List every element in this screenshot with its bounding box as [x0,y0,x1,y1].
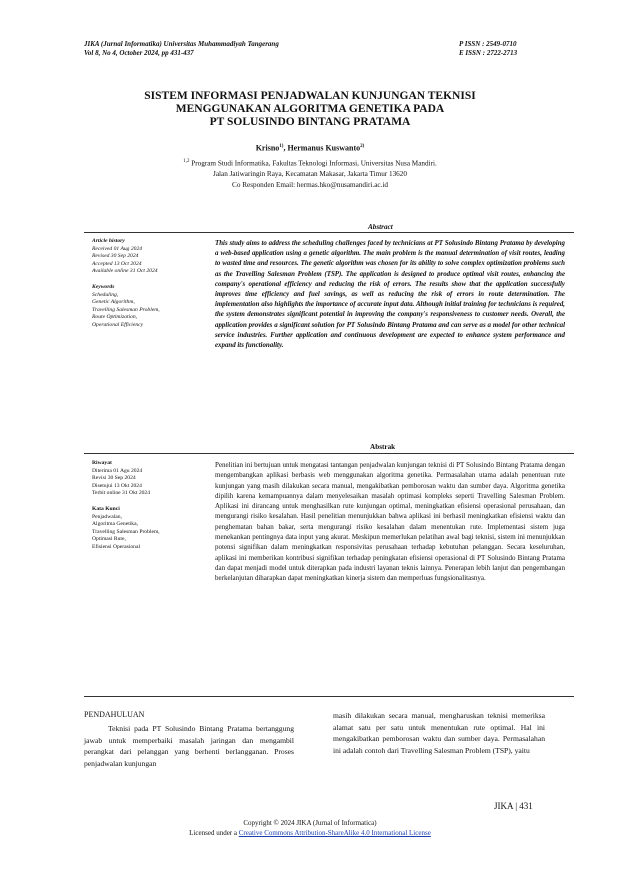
journal-name: JIKA (Jurnal Informatika) Universitas Muhammadiyah Tangerang [84,40,279,48]
title-line-1: SISTEM INFORMASI PENJADWALAN KUNJUNGAN TEKNISI [144,90,476,102]
author-name-1: Krisno [255,143,280,153]
print-issn: P ISSN : 2549-0710 [459,40,517,48]
copyright-text: Copyright © 2024 JIKA (Jurnal of Informatica) [243,819,377,827]
keyword-item: Genetic Algorithm, [92,299,135,306]
abstract-divider-bottom [84,696,574,697]
page-number-label: JIKA | 431 [494,801,533,811]
riwayat-item: Revisi 30 Sep 2024 [92,475,136,482]
author-sup-1: 1) [279,144,284,149]
article-info-id [92,460,208,552]
affiliation-sup: 1,2 [183,159,190,164]
electronic-issn: E ISSN : 2722-2713 [459,49,518,57]
history-item: Revised 30 Sep 2024 [92,253,139,260]
abstrak-heading: Abstrak [370,443,396,451]
journal-volume: Vol 8, No 4, October 2024, pp 431-437 [84,49,194,57]
footer-copyright [80,818,540,838]
keyword-item: Route Optimization, [92,314,138,321]
title-line-3: PT SOLUSINDO BINTANG PRATAMA [209,116,411,128]
journal-header-right [459,40,517,58]
kata-kunci-title: Kata Kunci [92,505,120,512]
author-list [80,142,540,154]
abstract-divider-top [84,232,574,233]
keyword-item: Travelling Salesman Problem, [92,306,160,313]
history-item: Received 01 Aug 2024 [92,245,143,252]
article-info-en [92,238,208,330]
history-item: Accepted 13 Oct 2024 [92,260,142,267]
affiliation-program: Program Studi Informatika, Fakultas Teknologi Informasi, Universitas Nusa Mandiri. [191,159,437,168]
keyword-item: Scheduling, [92,291,119,298]
keywords-title: Keywords [92,283,115,290]
paper-title [80,90,540,129]
kata-kunci-item: Algoritma Genetika, [92,521,138,528]
kata-kunci-item: Penjadwalan, [92,513,122,520]
corresponding-email: Co Responden Email: hermas.hko@nusamandiri.ac.id [232,181,388,190]
kata-kunci-item: Optimasi Rute, [92,536,126,543]
section-heading-pendahuluan: PENDAHULUAN [84,710,145,719]
article-history-title: Article history [92,238,125,244]
abstrak-indonesian-body: Penelitian ini bertujuan untuk mengatasi tantangan penjadwalan kunjungan teknisi di PT Solusindo Bintang Pratama dengan mengembangkan aplikasi berbasis web menggunakan algoritma genetika. Permasalahan utama adalah penentuan rute kunjungan yang masih dilakukan secara manual, mengakibatkan pemborosan waktu dan sumber daya. Algoritma genetika dipilih karena kemampuannya dalam menyelesaikan masalah optimasi kompleks seperti Travelling Salesman Problem. Aplikasi ini dirancang untuk menghasilkan rute kunjungan optimal, meningkatkan efisiensi operasional perusahaan, dan mengurangi risiko kesalahan. Hasil penelitian menunjukkan bahwa aplikasi ini berhasil meningkatkan efisiensi waktu dan penghematan bahan bakar, serta mengurangi risiko kesalahan dalam menentukan rute. Implementasi sistem juga menekankan pentingnya data input yang akurat. Meskipun memerlukan pelatihan awal bagi teknisi, sistem ini menunjukkan potensi signifikan dalam meningkatkan responsivitas perusahaan terhadap kebutuhan pelanggan. Secara keseluruhan, aplikasi ini memberikan kontribusi signifikan terhadap peningkatan efisiensi operasional di PT Solusindo Bintang Pratama dan dapat menjadi model untuk diterapkan pada industri layanan teknis lainnya. Penerapan lebih lanjut dan pengembangan berkelanjutan diharapkan dapat meningkatkan kinerja sistem dan memperluas fungsionalitasnya. [215,461,565,583]
abstract-english-body: This study aims to address the scheduling challenges faced by technicians at PT Solusindo Bintang Pratama by developing a web-based application using a genetic algorithm. The main problem is the manual determination of visit routes, leading to wasted time and resources. The genetic algorithm was chosen for its ability to solve complex optimization problems such as the Travelling Salesman Problem (TSP). The application is designed to produce optimal visit routes, enhancing the company's operational efficiency and reducing the risk of errors. The results show that the application successfully improves time efficiency and fuel savings, as well as reducing the risk of errors in route determination. The implementation also highlights the importance of accurate input data. Although initial training for technicians is required, the system demonstrates significant potential in improving the company's responsiveness to customer needs. Overall, the application provides a significant solution for PT Solusindo Bintang Pratama and can serve as a model for other technical service industries. Further application and continuous development are expected to enhance system performance and expand its functionality. [215,240,565,350]
riwayat-title: Riwayat [92,460,112,466]
author-sup-2: 2) [360,144,365,149]
intro-right-column: masih dilakukan secara manual, mengharuskan teknisi memeriksa alamat satu per satu untuk menentukan rute optimal. Hal ini mengakibatkan pemborosan waktu dan sumber daya. Permasalahan ini adalah contoh dari Travelling Salesman Problem (TSP), yaitu [333,711,545,755]
title-line-2: MENGGUNAKAN ALGORITMA GENETIKA PADA [175,103,445,115]
keyword-item: Operational Efficiency [92,321,144,328]
intro-left-column: Teknisi pada PT Solusindo Bintang Pratama bertanggung jawab untuk memperbaiki masalah jaringan dan mengambil perangkat dari pelanggan yang berhenti berlangganan. Proses penjadwalan kunjungan [84,724,294,768]
riwayat-item: Terbit online 31 Okt 2024 [92,490,151,497]
history-item: Available online 31 Oct 2024 [92,268,158,275]
kata-kunci-item: Efisiensi Operasional [92,543,141,550]
abstract-heading: Abstract [368,223,393,231]
affiliation [80,156,540,191]
riwayat-item: Disetujui 13 Okt 2024 [92,482,142,489]
affiliation-address: Jalan Jatiwaringin Raya, Kecamatan Makasar, Jakarta Timur 13620 [213,170,407,179]
kata-kunci-item: Travelling Salesman Problem, [92,528,160,535]
journal-header-left [84,40,279,58]
license-link[interactable]: Creative Commons Attribution-ShareAlike 4.0 International License [238,829,431,837]
abstrak-divider-top [84,453,574,454]
license-line [80,828,540,838]
author-name-2: , Hermanus Kuswanto [283,143,361,153]
riwayat-item: Diterima 01 Agu 2024 [92,467,143,474]
license-prefix: Licensed under a [189,829,239,837]
